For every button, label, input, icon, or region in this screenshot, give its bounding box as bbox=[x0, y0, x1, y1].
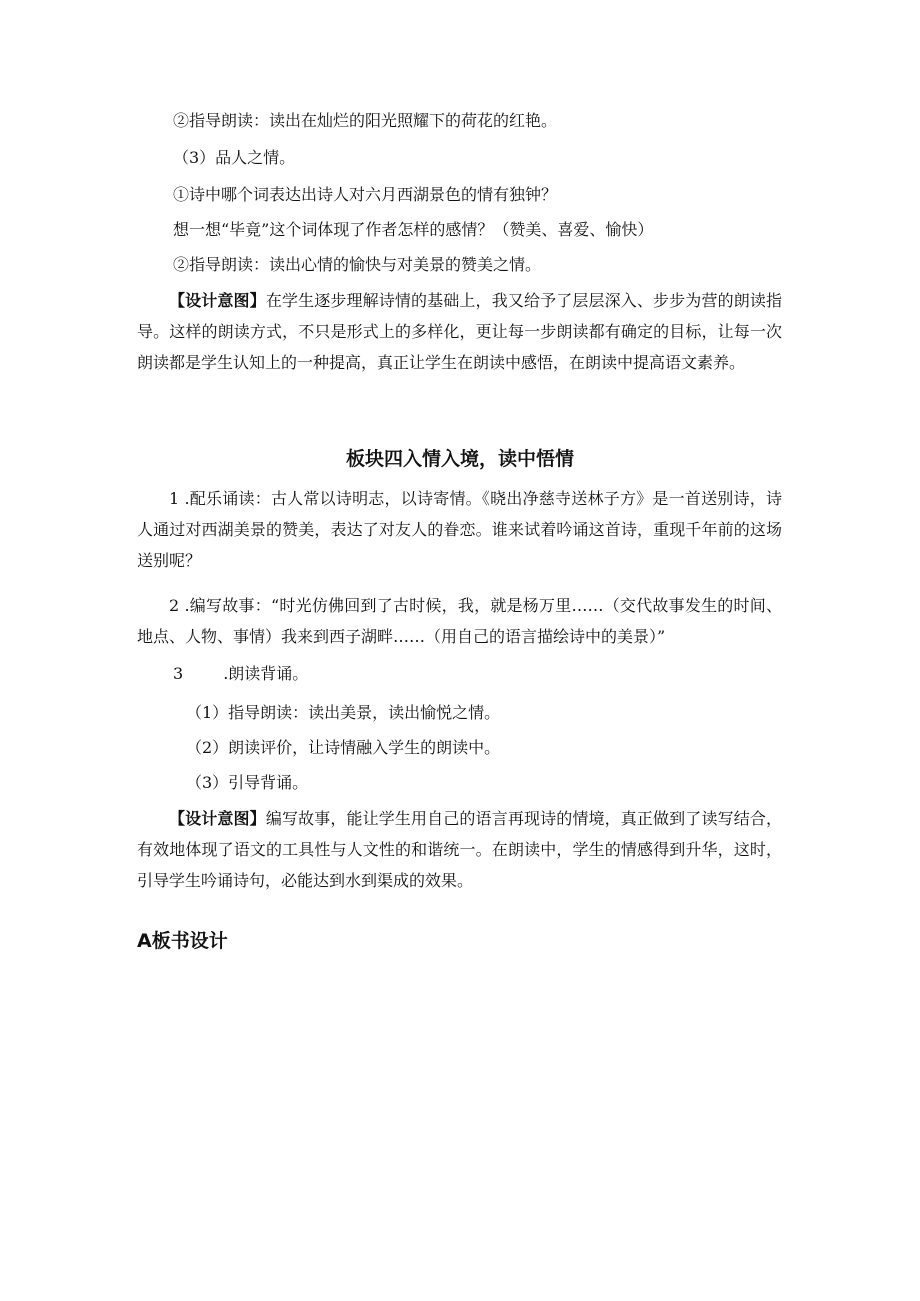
item-2-paragraph: 2 .编写故事：“时光仿佛回到了古时候，我，就是杨万里……（交代故事发生的时间、地点、人物、事情）我来到西子湖畔……（用自己的语言描绘诗中的美景）” bbox=[137, 596, 782, 646]
design-intent-paragraph-2 bbox=[137, 803, 782, 896]
item-3-text: .朗读背诵。 bbox=[223, 664, 309, 683]
item-1-paragraph: 1 .配乐诵读：古人常以诗明志，以诗寄情。《晓出净慈寺送林子方》是一首送别诗，诗人通过对西湖美景的赞美，表达了对友人的眷恋。谁来试着吟诵这首诗，重现千年前的这场送别呢？ bbox=[137, 489, 782, 570]
question-line: ①诗中哪个词表达出诗人对六月西湖景色的情有独钟？ bbox=[173, 185, 558, 204]
sub-item-1: （1）指导朗读：读出美景，读出愉悦之情。 bbox=[186, 703, 501, 722]
design-intent-tag: 【设计意图】 bbox=[169, 809, 266, 828]
guide-reading-line-2: ②指导朗读：读出心情的愉快与对美景的赞美之情。 bbox=[173, 255, 542, 274]
design-intent-text: 在学生逐步理解诗情的基础上，我又给予了层层深入、步步为营的朗读指导。这样的朗读方式，不只是形式上的多样化，更让每一步朗读都有确定的目标，让每一次朗读都是学生认知上的一种提高，真正让学生在朗读中感悟，在朗读中提高语文素养。 bbox=[137, 291, 782, 372]
guide-reading-line-1: ②指导朗读：读出在灿烂的阳光照耀下的荷花的红艳。 bbox=[173, 111, 558, 130]
item-3-number: 3 bbox=[173, 664, 184, 683]
design-intent-text: 编写故事，能让学生用自己的语言再现诗的情境，真正做到了读写结合，有效地体现了语文的工具性与人文性的和谐统一。在朗读中，学生的情感得到升华，这时，引导学生吟诵诗句，必能达到水到渠成的效果。 bbox=[137, 809, 782, 890]
section-heading: 板块四入情入境，读中悟情 bbox=[345, 448, 574, 470]
board-design-heading: A板书设计 bbox=[137, 930, 228, 952]
subsection-heading-people-emotion: （3）品人之情。 bbox=[173, 148, 296, 167]
design-intent-tag: 【设计意图】 bbox=[169, 291, 266, 310]
sub-item-3: （3）引导背诵。 bbox=[186, 773, 309, 792]
sub-item-2: （2）朗读评价，让诗情融入学生的朗读中。 bbox=[186, 738, 501, 757]
think-line: 想一想“毕竟”这个词体现了作者怎样的感情？（赞美、喜爱、愉快） bbox=[173, 220, 654, 239]
design-intent-paragraph-1 bbox=[137, 285, 782, 378]
item-3-line bbox=[173, 663, 308, 685]
